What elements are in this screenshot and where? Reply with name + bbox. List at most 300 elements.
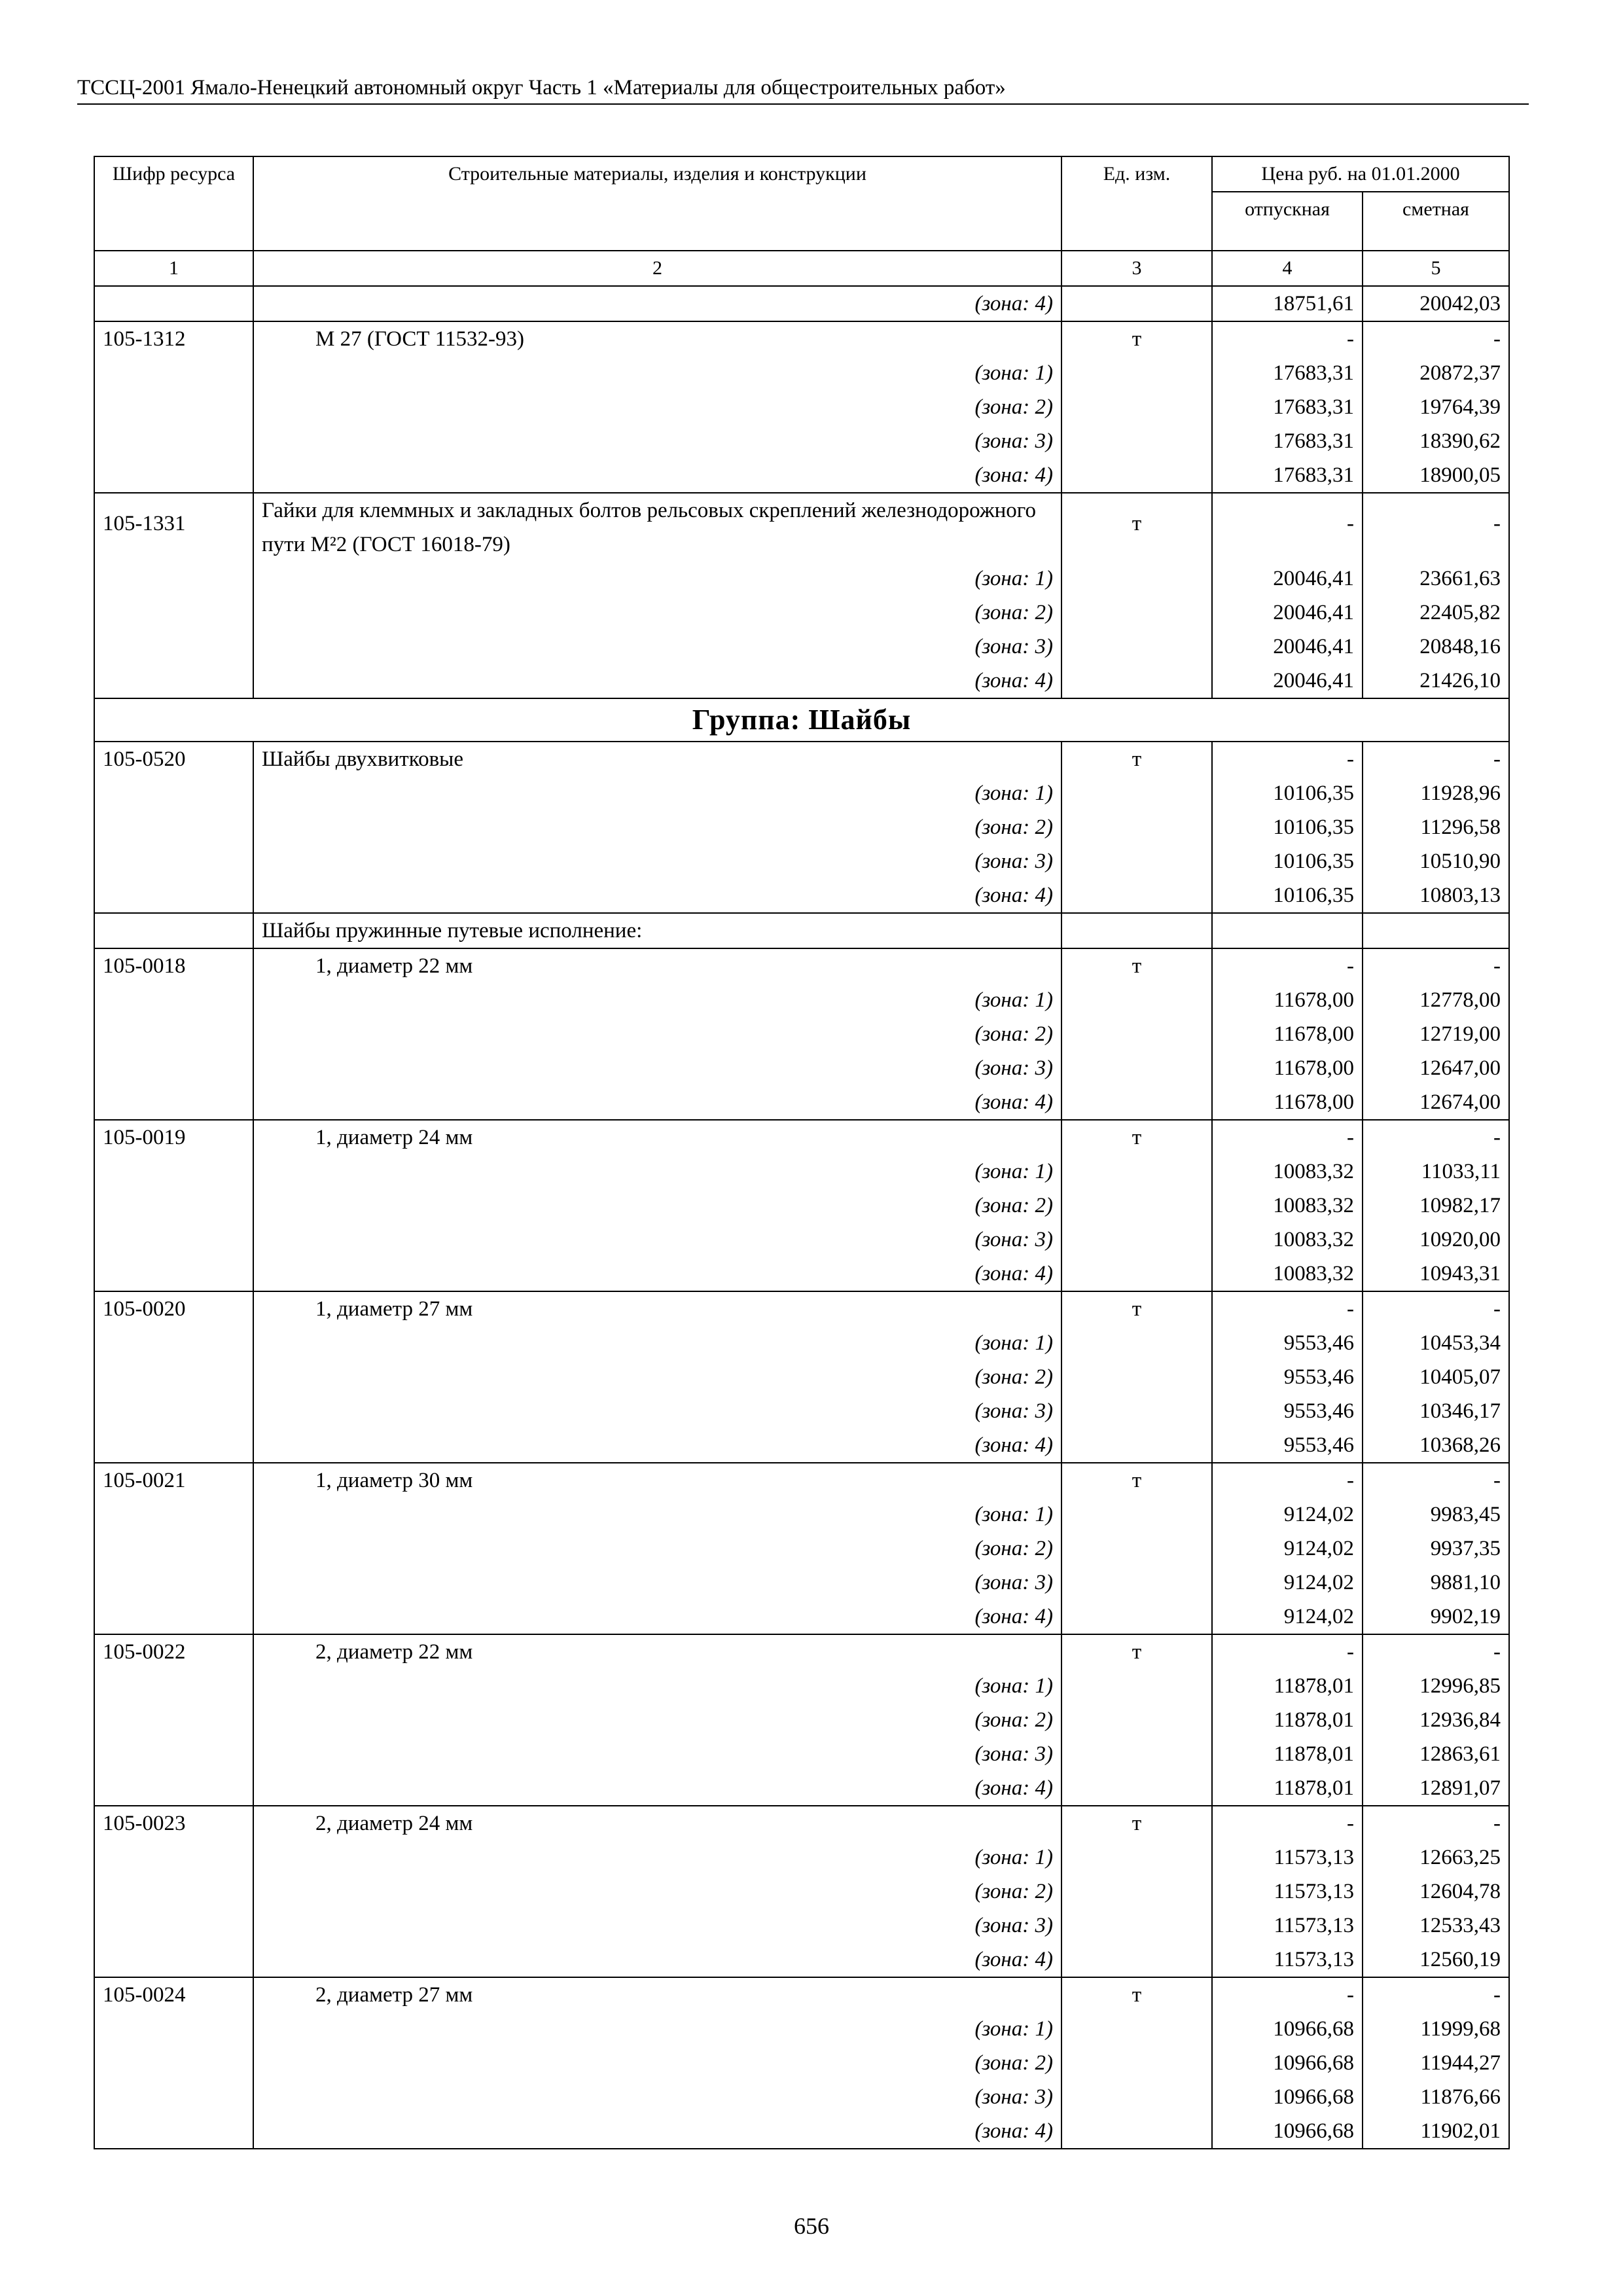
price-release: 11573,13: [1212, 1840, 1363, 1874]
zone-row: [94, 1428, 1509, 1463]
price-release: 11878,01: [1212, 1737, 1363, 1771]
price-estimate: 11296,58: [1363, 810, 1509, 844]
resource-code: [94, 1155, 253, 1189]
unit-cell: [1061, 1189, 1212, 1223]
zone-row: [94, 1360, 1509, 1394]
zone-label: (зона: 2): [253, 1532, 1061, 1566]
resource-code: [94, 390, 253, 424]
resource-code: [94, 1874, 253, 1909]
price-release: -: [1212, 1977, 1363, 2012]
resource-code: [94, 286, 253, 321]
unit-cell: [1061, 1257, 1212, 1291]
price-estimate: -: [1363, 1291, 1509, 1326]
price-release: -: [1212, 742, 1363, 776]
zone-label: (зона: 1): [253, 356, 1061, 390]
price-release: 20046,41: [1212, 562, 1363, 596]
zone-label: (зона: 3): [253, 1223, 1061, 1257]
zone-row: [94, 1943, 1509, 1977]
unit-cell: [1061, 1669, 1212, 1703]
price-estimate: -: [1363, 742, 1509, 776]
resource-code: [94, 913, 253, 948]
resource-code: [94, 2012, 253, 2046]
price-release: 11678,00: [1212, 1017, 1363, 1051]
zone-row: [94, 2046, 1509, 2080]
zone-row: [94, 458, 1509, 493]
price-release: 10966,68: [1212, 2080, 1363, 2114]
zone-row: [94, 1771, 1509, 1806]
unit-cell: т: [1061, 1291, 1212, 1326]
zone-row: [94, 1085, 1509, 1120]
unit-cell: [1061, 1532, 1212, 1566]
zone-row: [94, 1669, 1509, 1703]
price-estimate: -: [1363, 321, 1509, 356]
price-release: 10106,35: [1212, 844, 1363, 878]
resource-code: 105-0019: [94, 1120, 253, 1155]
zone-label: (зона: 1): [253, 1498, 1061, 1532]
price-estimate: 11944,27: [1363, 2046, 1509, 2080]
unit-cell: [1061, 1909, 1212, 1943]
material-name-text: 2, диаметр 27 мм: [315, 1983, 473, 2007]
unit-cell: [1061, 1943, 1212, 1977]
unit-cell: [1061, 1085, 1212, 1120]
col-number-3: 3: [1061, 251, 1212, 286]
unit-cell: [1061, 2012, 1212, 2046]
price-release: 11678,00: [1212, 1085, 1363, 1120]
zone-row: [94, 1703, 1509, 1737]
price-release: 17683,31: [1212, 458, 1363, 493]
zone-label: (зона: 3): [253, 630, 1061, 664]
zone-label: (зона: 4): [253, 1600, 1061, 1634]
price-estimate: 9881,10: [1363, 1566, 1509, 1600]
price-release: 17683,31: [1212, 390, 1363, 424]
zone-row: [94, 1600, 1509, 1634]
zone-row: [94, 630, 1509, 664]
zone-label: (зона: 4): [253, 1085, 1061, 1120]
price-estimate: -: [1363, 1977, 1509, 2012]
col-header-price-estimate: сметная: [1363, 192, 1509, 251]
resource-code: [94, 1737, 253, 1771]
price-estimate: 12647,00: [1363, 1051, 1509, 1085]
price-release: -: [1212, 1120, 1363, 1155]
zone-label: (зона: 4): [253, 458, 1061, 493]
zone-row: [94, 2114, 1509, 2149]
unit-cell: [1061, 1566, 1212, 1600]
price-release: 10083,32: [1212, 1155, 1363, 1189]
resource-code: [94, 424, 253, 458]
price-release: 17683,31: [1212, 424, 1363, 458]
unit-cell: [1061, 878, 1212, 913]
zone-row: [94, 390, 1509, 424]
item-row: [94, 321, 1509, 356]
material-name: [253, 948, 1061, 983]
zone-row: [94, 1498, 1509, 1532]
zone-row: [94, 810, 1509, 844]
price-estimate: 20848,16: [1363, 630, 1509, 664]
resource-code: 105-1331: [94, 493, 253, 562]
zone-label: (зона: 1): [253, 983, 1061, 1017]
material-name: Шайбы пружинные путевые исполнение:: [253, 913, 1061, 948]
unit-cell: [1061, 1498, 1212, 1532]
unit-cell: [1061, 1360, 1212, 1394]
unit-cell: т: [1061, 948, 1212, 983]
zone-label: (зона: 4): [253, 878, 1061, 913]
zone-row: [94, 844, 1509, 878]
unit-cell: [1061, 458, 1212, 493]
zone-row: [94, 983, 1509, 1017]
resource-code: [94, 630, 253, 664]
price-release: 20046,41: [1212, 664, 1363, 698]
zone-row: [94, 776, 1509, 810]
col-number-4: 4: [1212, 251, 1363, 286]
resource-code: [94, 458, 253, 493]
zone-label: (зона: 2): [253, 596, 1061, 630]
unit-cell: [1061, 1840, 1212, 1874]
price-estimate: 12719,00: [1363, 1017, 1509, 1051]
price-estimate: 20042,03: [1363, 286, 1509, 321]
resource-code: [94, 1669, 253, 1703]
resource-code: [94, 810, 253, 844]
item-row: [94, 1463, 1509, 1498]
material-name: [253, 321, 1061, 356]
item-row: [94, 1291, 1509, 1326]
unit-cell: [1061, 913, 1212, 948]
unit-cell: [1061, 983, 1212, 1017]
zone-label: (зона: 1): [253, 1155, 1061, 1189]
col-header-code: Шифр ресурса: [94, 156, 253, 251]
price-release: -: [1212, 1634, 1363, 1669]
page-header: ТССЦ-2001 Ямало-Ненецкий автономный округ Часть 1 «Материалы для общестроительных работ»: [77, 73, 1529, 105]
unit-cell: [1061, 286, 1212, 321]
unit-cell: [1061, 356, 1212, 390]
price-release: 9124,02: [1212, 1600, 1363, 1634]
material-name-text: 1, диаметр 24 мм: [315, 1126, 473, 1149]
zone-label: (зона: 3): [253, 1566, 1061, 1600]
unit-cell: т: [1061, 1977, 1212, 2012]
price-release: [1212, 913, 1363, 948]
material-name-text: 1, диаметр 22 мм: [315, 954, 473, 978]
price-estimate: 11902,01: [1363, 2114, 1509, 2149]
zone-label: (зона: 4): [253, 2114, 1061, 2149]
resource-code: [94, 1498, 253, 1532]
price-estimate: 10346,17: [1363, 1394, 1509, 1428]
resource-code: [94, 664, 253, 698]
zone-row: [94, 1737, 1509, 1771]
col-number-5: 5: [1363, 251, 1509, 286]
item-row: [94, 913, 1509, 948]
price-estimate: 10982,17: [1363, 1189, 1509, 1223]
zone-row: [94, 356, 1509, 390]
resource-code: 105-0018: [94, 948, 253, 983]
zone-row: [94, 1017, 1509, 1051]
resource-code: 105-0023: [94, 1806, 253, 1840]
resource-code: [94, 1017, 253, 1051]
price-release: 10106,35: [1212, 810, 1363, 844]
unit-cell: [1061, 1017, 1212, 1051]
material-name-text: 2, диаметр 22 мм: [315, 1640, 473, 1664]
zone-label: (зона: 2): [253, 390, 1061, 424]
price-estimate: 10803,13: [1363, 878, 1509, 913]
price-release: 9124,02: [1212, 1498, 1363, 1532]
unit-cell: [1061, 810, 1212, 844]
price-estimate: -: [1363, 1120, 1509, 1155]
price-release: 9553,46: [1212, 1428, 1363, 1463]
unit-cell: т: [1061, 1120, 1212, 1155]
zone-label: (зона: 2): [253, 1360, 1061, 1394]
zone-row: [94, 1566, 1509, 1600]
price-estimate: 21426,10: [1363, 664, 1509, 698]
price-release: 10106,35: [1212, 776, 1363, 810]
price-release: 18751,61: [1212, 286, 1363, 321]
resource-code: [94, 1840, 253, 1874]
zone-label: (зона: 4): [253, 664, 1061, 698]
unit-cell: [1061, 1394, 1212, 1428]
resource-code: [94, 1428, 253, 1463]
resource-code: [94, 1085, 253, 1120]
zone-label: (зона: 3): [253, 2080, 1061, 2114]
zone-label: (зона: 2): [253, 2046, 1061, 2080]
unit-cell: [1061, 844, 1212, 878]
item-row: [94, 1806, 1509, 1840]
unit-cell: [1061, 1703, 1212, 1737]
unit-cell: [1061, 1737, 1212, 1771]
resource-code: [94, 776, 253, 810]
zone-row: [94, 1257, 1509, 1291]
zone-row: [94, 1394, 1509, 1428]
zone-label: (зона: 1): [253, 2012, 1061, 2046]
unit-cell: т: [1061, 1463, 1212, 1498]
price-estimate: 11033,11: [1363, 1155, 1509, 1189]
resource-code: [94, 1326, 253, 1360]
zone-label: (зона: 1): [253, 1840, 1061, 1874]
price-estimate: 18900,05: [1363, 458, 1509, 493]
zone-row: [94, 1326, 1509, 1360]
price-estimate: 12533,43: [1363, 1909, 1509, 1943]
zone-label: (зона: 3): [253, 1051, 1061, 1085]
price-estimate: 12863,61: [1363, 1737, 1509, 1771]
item-row: [94, 1634, 1509, 1669]
price-release: 9553,46: [1212, 1394, 1363, 1428]
resource-code: [94, 983, 253, 1017]
price-release: 11573,13: [1212, 1909, 1363, 1943]
price-estimate: -: [1363, 1634, 1509, 1669]
item-row: [94, 948, 1509, 983]
zone-row: [94, 2080, 1509, 2114]
price-release: 10083,32: [1212, 1257, 1363, 1291]
zone-row: [94, 1051, 1509, 1085]
unit-cell: [1061, 424, 1212, 458]
price-estimate: 19764,39: [1363, 390, 1509, 424]
price-estimate: 12663,25: [1363, 1840, 1509, 1874]
unit-cell: [1061, 1771, 1212, 1806]
price-estimate: 12674,00: [1363, 1085, 1509, 1120]
item-row: [94, 1977, 1509, 2012]
zone-label: (зона: 4): [253, 1771, 1061, 1806]
resource-code: [94, 1703, 253, 1737]
unit-cell: [1061, 1155, 1212, 1189]
resource-code: [94, 1257, 253, 1291]
unit-cell: [1061, 1428, 1212, 1463]
zone-label: (зона: 4): [253, 1943, 1061, 1977]
price-estimate: 11876,66: [1363, 2080, 1509, 2114]
material-name: [253, 1120, 1061, 1155]
resource-code: [94, 2080, 253, 2114]
price-estimate: -: [1363, 948, 1509, 983]
price-estimate: 12996,85: [1363, 1669, 1509, 1703]
zone-row: [94, 1189, 1509, 1223]
price-release: 11878,01: [1212, 1669, 1363, 1703]
item-row: [94, 1120, 1509, 1155]
price-estimate: 18390,62: [1363, 424, 1509, 458]
unit-cell: т: [1061, 1806, 1212, 1840]
price-release: 20046,41: [1212, 596, 1363, 630]
unit-cell: [1061, 630, 1212, 664]
zone-label: (зона: 4): [253, 286, 1061, 321]
unit-cell: т: [1061, 321, 1212, 356]
unit-cell: т: [1061, 493, 1212, 562]
price-estimate: [1363, 913, 1509, 948]
resource-code: [94, 1600, 253, 1634]
resource-code: [94, 1394, 253, 1428]
zone-label: (зона: 2): [253, 810, 1061, 844]
price-release: 10966,68: [1212, 2012, 1363, 2046]
price-release: 9124,02: [1212, 1566, 1363, 1600]
resource-code: 105-0021: [94, 1463, 253, 1498]
price-estimate: 12891,07: [1363, 1771, 1509, 1806]
zone-label: (зона: 1): [253, 1326, 1061, 1360]
col-header-name: Строительные материалы, изделия и конструкции: [253, 156, 1061, 251]
resource-code: [94, 356, 253, 390]
col-header-unit: Ед. изм.: [1061, 156, 1212, 251]
price-estimate: 10510,90: [1363, 844, 1509, 878]
unit-cell: [1061, 1051, 1212, 1085]
price-estimate: 11999,68: [1363, 2012, 1509, 2046]
price-release: 9553,46: [1212, 1360, 1363, 1394]
resource-code: 105-0024: [94, 1977, 253, 2012]
resource-code: [94, 1771, 253, 1806]
price-release: 10083,32: [1212, 1189, 1363, 1223]
zone-label: (зона: 3): [253, 1737, 1061, 1771]
price-release: 10083,32: [1212, 1223, 1363, 1257]
price-release: 11878,01: [1212, 1771, 1363, 1806]
price-estimate: 12604,78: [1363, 1874, 1509, 1909]
material-name: [253, 1634, 1061, 1669]
resource-code: [94, 1051, 253, 1085]
unit-cell: [1061, 2080, 1212, 2114]
material-name-text: М 27 (ГОСТ 11532-93): [315, 327, 524, 351]
table-header: [94, 156, 1509, 286]
resource-code: 105-0020: [94, 1291, 253, 1326]
zone-label: (зона: 2): [253, 1189, 1061, 1223]
material-name: [253, 1806, 1061, 1840]
group-title: Группа: Шайбы: [94, 698, 1509, 742]
zone-row: [94, 1223, 1509, 1257]
resource-code: [94, 596, 253, 630]
price-release: 17683,31: [1212, 356, 1363, 390]
price-estimate: 12560,19: [1363, 1943, 1509, 1977]
price-release: -: [1212, 1806, 1363, 1840]
price-table: [94, 156, 1510, 2149]
price-estimate: 10453,34: [1363, 1326, 1509, 1360]
price-estimate: 10920,00: [1363, 1223, 1509, 1257]
resource-code: [94, 2046, 253, 2080]
zone-row: [94, 664, 1509, 698]
price-release: -: [1212, 321, 1363, 356]
price-estimate: -: [1363, 1463, 1509, 1498]
unit-cell: [1061, 776, 1212, 810]
unit-cell: [1061, 2114, 1212, 2149]
resource-code: [94, 1223, 253, 1257]
price-release: 10966,68: [1212, 2046, 1363, 2080]
zone-row: [94, 1532, 1509, 1566]
zone-label: (зона: 1): [253, 776, 1061, 810]
unit-cell: [1061, 1223, 1212, 1257]
unit-cell: [1061, 390, 1212, 424]
zone-label: (зона: 2): [253, 1017, 1061, 1051]
price-estimate: 12936,84: [1363, 1703, 1509, 1737]
price-estimate: 9983,45: [1363, 1498, 1509, 1532]
resource-code: 105-0520: [94, 742, 253, 776]
material-name: Шайбы двухвитковые: [253, 742, 1061, 776]
zone-label: (зона: 1): [253, 1669, 1061, 1703]
resource-code: 105-0022: [94, 1634, 253, 1669]
material-name-text: 1, диаметр 30 мм: [315, 1469, 473, 1492]
resource-code: 105-1312: [94, 321, 253, 356]
zone-row: [94, 562, 1509, 596]
material-name: Гайки для клеммных и закладных болтов рельсовых скреплений железнодорожного пути М²2 (ГОСТ 16018-79): [253, 493, 1061, 562]
resource-code: [94, 1189, 253, 1223]
zone-label: (зона: 1): [253, 562, 1061, 596]
price-estimate: 20872,37: [1363, 356, 1509, 390]
resource-code: [94, 1532, 253, 1566]
price-estimate: 23661,63: [1363, 562, 1509, 596]
table-body: [94, 286, 1509, 2149]
col-header-price-release: отпускная: [1212, 192, 1363, 251]
price-release: 11573,13: [1212, 1874, 1363, 1909]
price-estimate: -: [1363, 1806, 1509, 1840]
group-row: [94, 698, 1509, 742]
resource-code: [94, 2114, 253, 2149]
price-estimate: 10943,31: [1363, 1257, 1509, 1291]
price-estimate: 11928,96: [1363, 776, 1509, 810]
price-estimate: 9902,19: [1363, 1600, 1509, 1634]
unit-cell: [1061, 562, 1212, 596]
resource-code: [94, 878, 253, 913]
zone-row: [94, 1840, 1509, 1874]
price-estimate: -: [1363, 493, 1509, 562]
zone-label: (зона: 2): [253, 1874, 1061, 1909]
price-release: 11878,01: [1212, 1703, 1363, 1737]
zone-label: (зона: 3): [253, 1394, 1061, 1428]
price-estimate: 12778,00: [1363, 983, 1509, 1017]
unit-cell: [1061, 1326, 1212, 1360]
resource-code: [94, 844, 253, 878]
price-release: 11573,13: [1212, 1943, 1363, 1977]
price-release: 20046,41: [1212, 630, 1363, 664]
zone-row: [94, 1874, 1509, 1909]
col-number-1: 1: [94, 251, 253, 286]
material-name: [253, 1291, 1061, 1326]
resource-code: [94, 1566, 253, 1600]
material-name: [253, 1463, 1061, 1498]
zone-label: (зона: 4): [253, 1257, 1061, 1291]
zone-label: (зона: 4): [253, 1428, 1061, 1463]
col-header-price-group: Цена руб. на 01.01.2000: [1212, 156, 1509, 192]
item-row: [94, 493, 1509, 562]
unit-cell: [1061, 1874, 1212, 1909]
price-release: -: [1212, 948, 1363, 983]
price-estimate: 10405,07: [1363, 1360, 1509, 1394]
zone-row: [94, 1155, 1509, 1189]
